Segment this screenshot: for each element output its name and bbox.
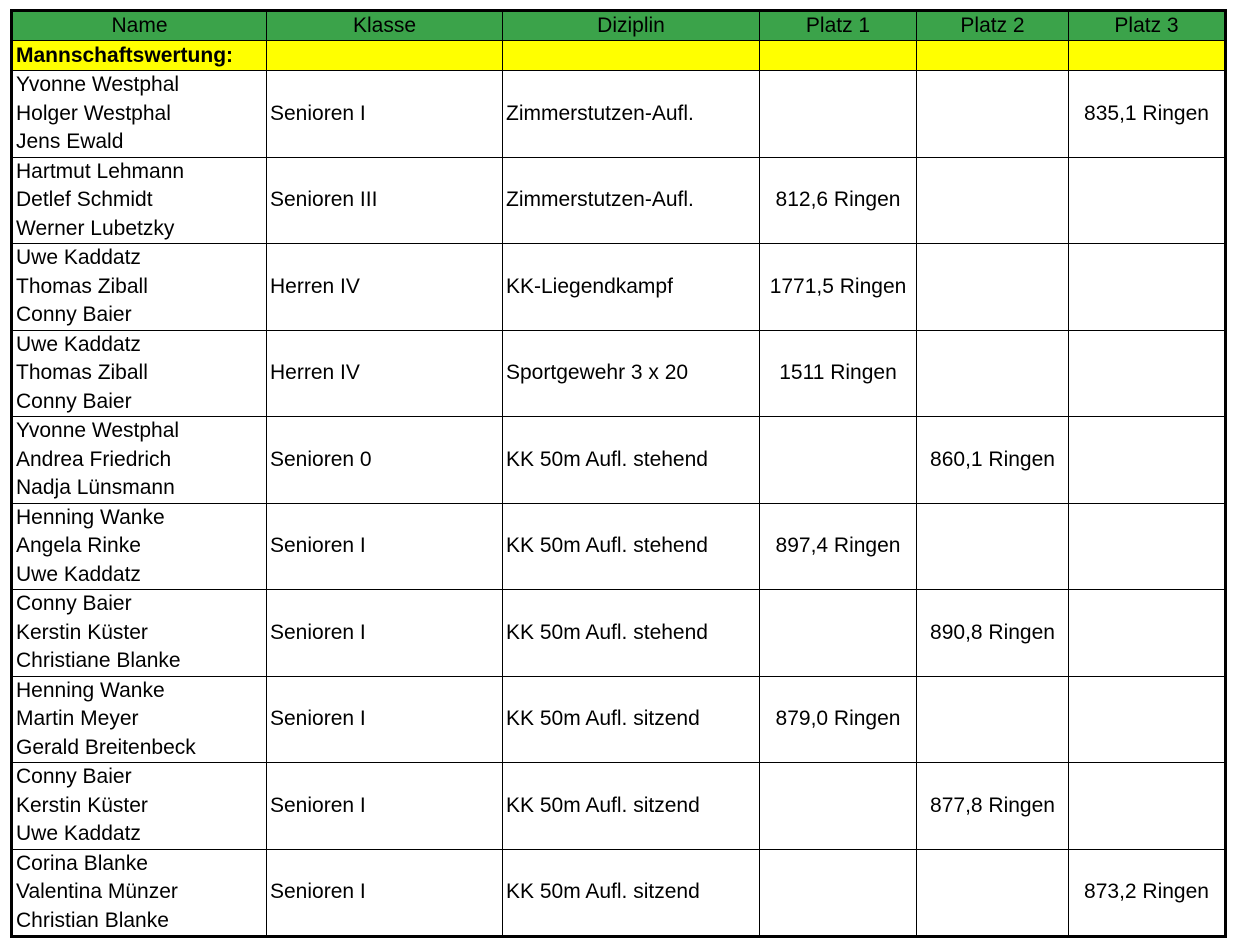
team-member-name: Uwe Kaddatz — [16, 332, 141, 356]
team-member-name: Conny Baier — [16, 303, 132, 326]
platz-1-cell: 897,4 Ringen — [760, 503, 917, 590]
disziplin-cell: KK-Liegendkampf — [503, 244, 760, 331]
platz-3-cell — [1069, 244, 1226, 331]
platz-2-cell — [917, 157, 1069, 244]
klasse-cell: Herren IV — [267, 244, 503, 331]
platz-3-cell: 835,1 Ringen — [1069, 71, 1226, 158]
disziplin-cell: Zimmerstutzen-Aufl. — [503, 157, 760, 244]
team-members-cell — [12, 330, 267, 417]
results-table — [10, 9, 1227, 938]
table-row — [12, 676, 1226, 763]
team-members-cell — [12, 71, 267, 158]
platz-2-cell: 860,1 Ringen — [917, 417, 1069, 504]
team-members-cell — [12, 503, 267, 590]
team-member-name: Gerald Breitenbeck — [16, 735, 196, 759]
team-member-name: Hartmut Lehmann — [16, 159, 185, 183]
team-members-cell — [12, 157, 267, 244]
team-member-name: Conny Baier — [16, 389, 132, 413]
platz-1-cell: 879,0 Ringen — [760, 676, 917, 763]
platz-1-cell: 1511 Ringen — [760, 330, 917, 417]
disziplin-cell: Sportgewehr 3 x 20 — [503, 330, 760, 417]
column-header-platz-2: Platz 2 — [917, 11, 1069, 41]
team-member-name: Yvonne Westphal — [16, 73, 180, 96]
team-member-name: Uwe Kaddatz — [16, 562, 141, 586]
klasse-cell: Herren IV — [267, 330, 503, 417]
klasse-cell: Senioren I — [267, 503, 503, 590]
team-member-name: Nadja Lünsmann — [16, 476, 175, 499]
table-row — [12, 763, 1226, 850]
team-members-cell — [12, 763, 267, 850]
column-header-disziplin: Diziplin — [503, 11, 760, 41]
column-header-platz-1: Platz 1 — [760, 11, 917, 41]
table-row — [12, 417, 1226, 504]
table-row — [12, 244, 1226, 331]
team-member-name: Martin Meyer — [16, 707, 139, 730]
klasse-cell: Senioren I — [267, 71, 503, 158]
klasse-cell: Senioren I — [267, 763, 503, 850]
team-member-name: Henning Wanke — [16, 505, 165, 529]
platz-3-cell — [1069, 330, 1226, 417]
platz-3-cell — [1069, 157, 1226, 244]
disziplin-cell: KK 50m Aufl. stehend — [503, 590, 760, 677]
platz-3-cell — [1069, 590, 1226, 677]
team-member-name: Angela Rinke — [16, 534, 141, 557]
klasse-cell: Senioren 0 — [267, 417, 503, 504]
section-cell — [917, 41, 1069, 71]
team-member-name: Thomas Ziball — [16, 361, 148, 384]
column-header-klasse: Klasse — [267, 11, 503, 41]
team-member-name: Andrea Friedrich — [16, 447, 172, 471]
disziplin-cell: KK 50m Aufl. stehend — [503, 417, 760, 504]
disziplin-cell: KK 50m Aufl. sitzend — [503, 676, 760, 763]
team-member-name: Christian Blanke — [16, 908, 169, 932]
team-member-name: Kerstin Küster — [16, 793, 148, 817]
team-member-name: Conny Baier — [16, 592, 132, 615]
team-member-name: Corina Blanke — [16, 851, 148, 875]
platz-1-cell — [760, 417, 917, 504]
section-row — [12, 41, 1226, 71]
disziplin-cell: KK 50m Aufl. sitzend — [503, 849, 760, 937]
header-row — [12, 11, 1226, 41]
team-member-name: Werner Lubetzky — [16, 216, 175, 240]
platz-1-cell — [760, 849, 917, 937]
platz-1-cell — [760, 763, 917, 850]
platz-1-cell — [760, 71, 917, 158]
disziplin-cell: Zimmerstutzen-Aufl. — [503, 71, 760, 158]
team-member-name: Christiane Blanke — [16, 649, 181, 672]
team-members-cell — [12, 244, 267, 331]
platz-2-cell — [917, 676, 1069, 763]
platz-2-cell: 877,8 Ringen — [917, 763, 1069, 850]
team-member-name: Uwe Kaddatz — [16, 822, 141, 845]
column-header-name: Name — [12, 11, 267, 41]
team-member-name: Yvonne Westphal — [16, 419, 180, 442]
section-cell — [1069, 41, 1226, 71]
table-row — [12, 71, 1226, 158]
klasse-cell: Senioren III — [267, 157, 503, 244]
platz-3-cell: 873,2 Ringen — [1069, 849, 1226, 937]
table-row — [12, 503, 1226, 590]
platz-3-cell — [1069, 676, 1226, 763]
platz-2-cell — [917, 330, 1069, 417]
klasse-cell: Senioren I — [267, 676, 503, 763]
section-title: Mannschaftswertung: — [12, 41, 267, 71]
team-members-cell — [12, 676, 267, 763]
team-members-cell — [12, 417, 267, 504]
platz-3-cell — [1069, 417, 1226, 504]
table-row — [12, 849, 1226, 937]
klasse-cell: Senioren I — [267, 590, 503, 677]
team-member-name: Thomas Ziball — [16, 274, 148, 298]
platz-2-cell — [917, 503, 1069, 590]
platz-1-cell: 812,6 Ringen — [760, 157, 917, 244]
platz-2-cell — [917, 849, 1069, 937]
table-row — [12, 157, 1226, 244]
platz-2-cell: 890,8 Ringen — [917, 590, 1069, 677]
team-members-cell — [12, 849, 267, 937]
table-row — [12, 590, 1226, 677]
column-header-platz-3: Platz 3 — [1069, 11, 1226, 41]
klasse-cell: Senioren I — [267, 849, 503, 937]
section-cell — [267, 41, 503, 71]
platz-1-cell: 1771,5 Ringen — [760, 244, 917, 331]
platz-3-cell — [1069, 763, 1226, 850]
section-cell — [503, 41, 760, 71]
team-member-name: Holger Westphal — [16, 101, 171, 125]
team-member-name: Valentina Münzer — [16, 880, 178, 903]
platz-3-cell — [1069, 503, 1226, 590]
team-member-name: Detlef Schmidt — [16, 188, 153, 211]
team-member-name: Kerstin Küster — [16, 620, 148, 644]
team-member-name: Conny Baier — [16, 765, 132, 788]
team-member-name: Henning Wanke — [16, 678, 165, 702]
disziplin-cell: KK 50m Aufl. sitzend — [503, 763, 760, 850]
platz-1-cell — [760, 590, 917, 677]
platz-2-cell — [917, 244, 1069, 331]
platz-2-cell — [917, 71, 1069, 158]
table-row — [12, 330, 1226, 417]
section-cell — [760, 41, 917, 71]
team-members-cell — [12, 590, 267, 677]
disziplin-cell: KK 50m Aufl. stehend — [503, 503, 760, 590]
team-member-name: Jens Ewald — [16, 130, 124, 153]
team-member-name: Uwe Kaddatz — [16, 246, 141, 269]
